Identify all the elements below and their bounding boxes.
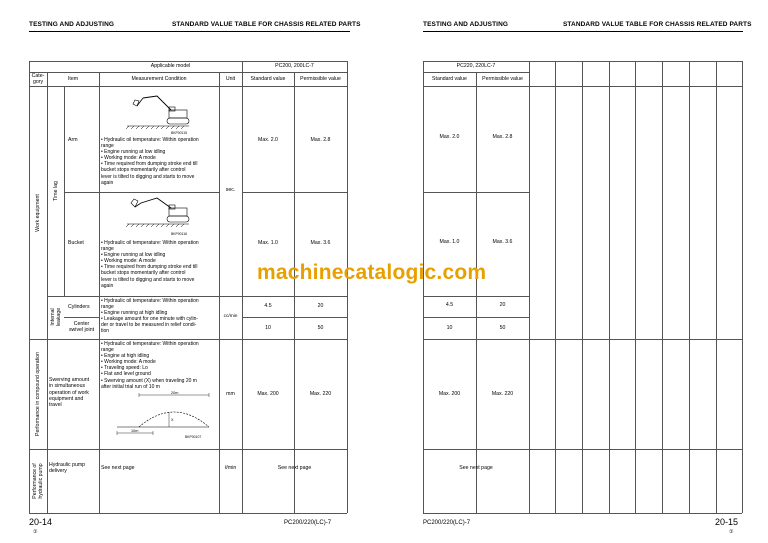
item-cylinders: Cylinders	[68, 304, 90, 310]
right-bucket-permissible: Max. 3.6	[492, 239, 513, 245]
cylinders-permissible: 20	[317, 303, 324, 309]
swerving-conditions: • Hydraulic oil temperature: Within operation range • Engine at high idling • Working mode: A mode • Traveling speed: Lo • Flat and level ground • Swerving amount (X) when traveling 20 m after initial trial run of 10 m	[101, 341, 199, 390]
right-swivel-standard: 10	[446, 325, 453, 331]
swerving-path-figure	[113, 391, 215, 439]
time-lag-unit: sec.	[225, 187, 236, 193]
header-measurement-condition: Measurement Condition	[131, 76, 187, 82]
right-model-value: PC220, 220LC-7	[456, 63, 496, 69]
header-category: Cate- gory	[31, 73, 45, 86]
svg-text:10m: 10m	[131, 429, 139, 433]
header-unit: Unit	[225, 76, 236, 82]
swerving-unit: mm	[226, 391, 235, 397]
leakage-conditions: • Hydraulic oil temperature: Within operation range • Engine running at high idling • Leakage amount for one minute with cylin- der or travel to be measured in relief condi- tion	[101, 298, 199, 335]
pump-value: See next page	[277, 465, 312, 471]
svg-text:BKP00116: BKP00116	[171, 232, 187, 236]
bucket-excavator-figure	[125, 194, 205, 240]
left-header-title: STANDARD VALUE TABLE FOR CHASSIS RELATED PARTS	[172, 21, 361, 28]
right-header-title: STANDARD VALUE TABLE FOR CHASSIS RELATED PARTS	[563, 21, 752, 28]
right-cylinders-standard: 4.5	[445, 302, 454, 308]
swivel-permissible: 50	[317, 325, 324, 331]
right-bucket-standard: Max. 1.0	[439, 239, 460, 245]
right-pump-value: See next page	[459, 465, 493, 471]
svg-text:X: X	[171, 418, 174, 422]
header-item: Item	[67, 76, 79, 82]
right-cylinders-permissible: 20	[499, 302, 506, 308]
right-header-permissible: Permissible value	[482, 76, 523, 82]
applicable-model-label: Applicable model	[150, 63, 191, 69]
swerving-standard: Max. 200	[257, 391, 279, 397]
category-internal-leakage: Internal leakage	[50, 307, 62, 327]
header-standard-value: Standard value	[250, 76, 286, 82]
right-model-footer: PC200/220(LC)-7	[423, 520, 471, 526]
right-header-rule	[423, 31, 743, 32]
category-hydraulic-pump: Performance of hydraulic pump	[32, 463, 44, 499]
left-header-rule	[29, 31, 350, 32]
left-model-footer: PC200/220(LC)-7	[284, 520, 332, 526]
right-page-number: 20-15	[715, 517, 739, 527]
right-page-revision: ①	[729, 529, 734, 535]
left-page-revision: ①	[33, 529, 38, 535]
arm-excavator-figure	[125, 90, 205, 136]
right-swerving-standard: Max. 200	[438, 391, 461, 397]
cylinders-standard: 4.5	[264, 303, 272, 309]
arm-permissible: Max. 2.8	[310, 137, 331, 143]
header-permissible-value: Permissible value	[300, 76, 341, 82]
bucket-conditions: • Hydraulic oil temperature: Within operation range • Engine running at low idling • Working mode: A mode • Time required from dumping stroke end till bucket stops momentarily after control lever is tilted to digging and starts to move again	[101, 240, 199, 289]
right-swerving-permissible: Max. 220	[491, 391, 514, 397]
category-work-equipment: Work equipment	[35, 194, 41, 232]
left-page-number: 20-14	[29, 517, 53, 527]
item-hydraulic-pump: Hydraulic pump delivery	[49, 462, 86, 475]
pump-unit: ℓ/min	[224, 465, 237, 471]
arm-standard: Max. 2.0	[258, 137, 278, 143]
applicable-model-value: PC200, 200LC-7	[275, 63, 314, 69]
right-header-section: TESTING AND ADJUSTING	[423, 21, 509, 28]
bucket-permissible: Max. 3.6	[310, 240, 331, 246]
bucket-standard: Max. 1.0	[258, 240, 278, 246]
left-header-section: TESTING AND ADJUSTING	[29, 21, 115, 28]
item-bucket: Bucket	[68, 240, 84, 246]
right-header-standard: Standard value	[432, 76, 467, 82]
svg-text:BKP00115: BKP00115	[171, 131, 187, 135]
right-swivel-permissible: 50	[499, 325, 506, 331]
right-arm-permissible: Max. 2.8	[492, 134, 513, 140]
category-compound-operation: Performance in compound operation	[35, 352, 41, 436]
leakage-unit: cc/min	[223, 314, 238, 319]
right-arm-standard: Max. 2.0	[439, 134, 460, 140]
svg-text:BKP00107: BKP00107	[185, 435, 202, 439]
pump-condition: See next page	[101, 465, 135, 471]
swivel-standard: 10	[265, 325, 271, 331]
svg-text:20m: 20m	[171, 391, 179, 395]
item-arm: Arm	[68, 137, 78, 143]
item-center-swivel-joint: Center swivel joint	[68, 321, 95, 334]
category-time-lag: Time lag	[53, 181, 59, 201]
swerving-permissible: Max. 220	[309, 391, 332, 397]
arm-conditions: • Hydraulic oil temperature: Within operation range • Engine running at low idling • Working mode: A mode • Time required from dumping stroke end till bucket stops momentarily after control lever is tilted to digging and starts to move again	[101, 137, 199, 186]
item-swerving: Swerving amount in simultaneous operation of work equipment and travel	[49, 377, 90, 409]
watermark-text: machinecatalogic.com	[257, 261, 487, 284]
